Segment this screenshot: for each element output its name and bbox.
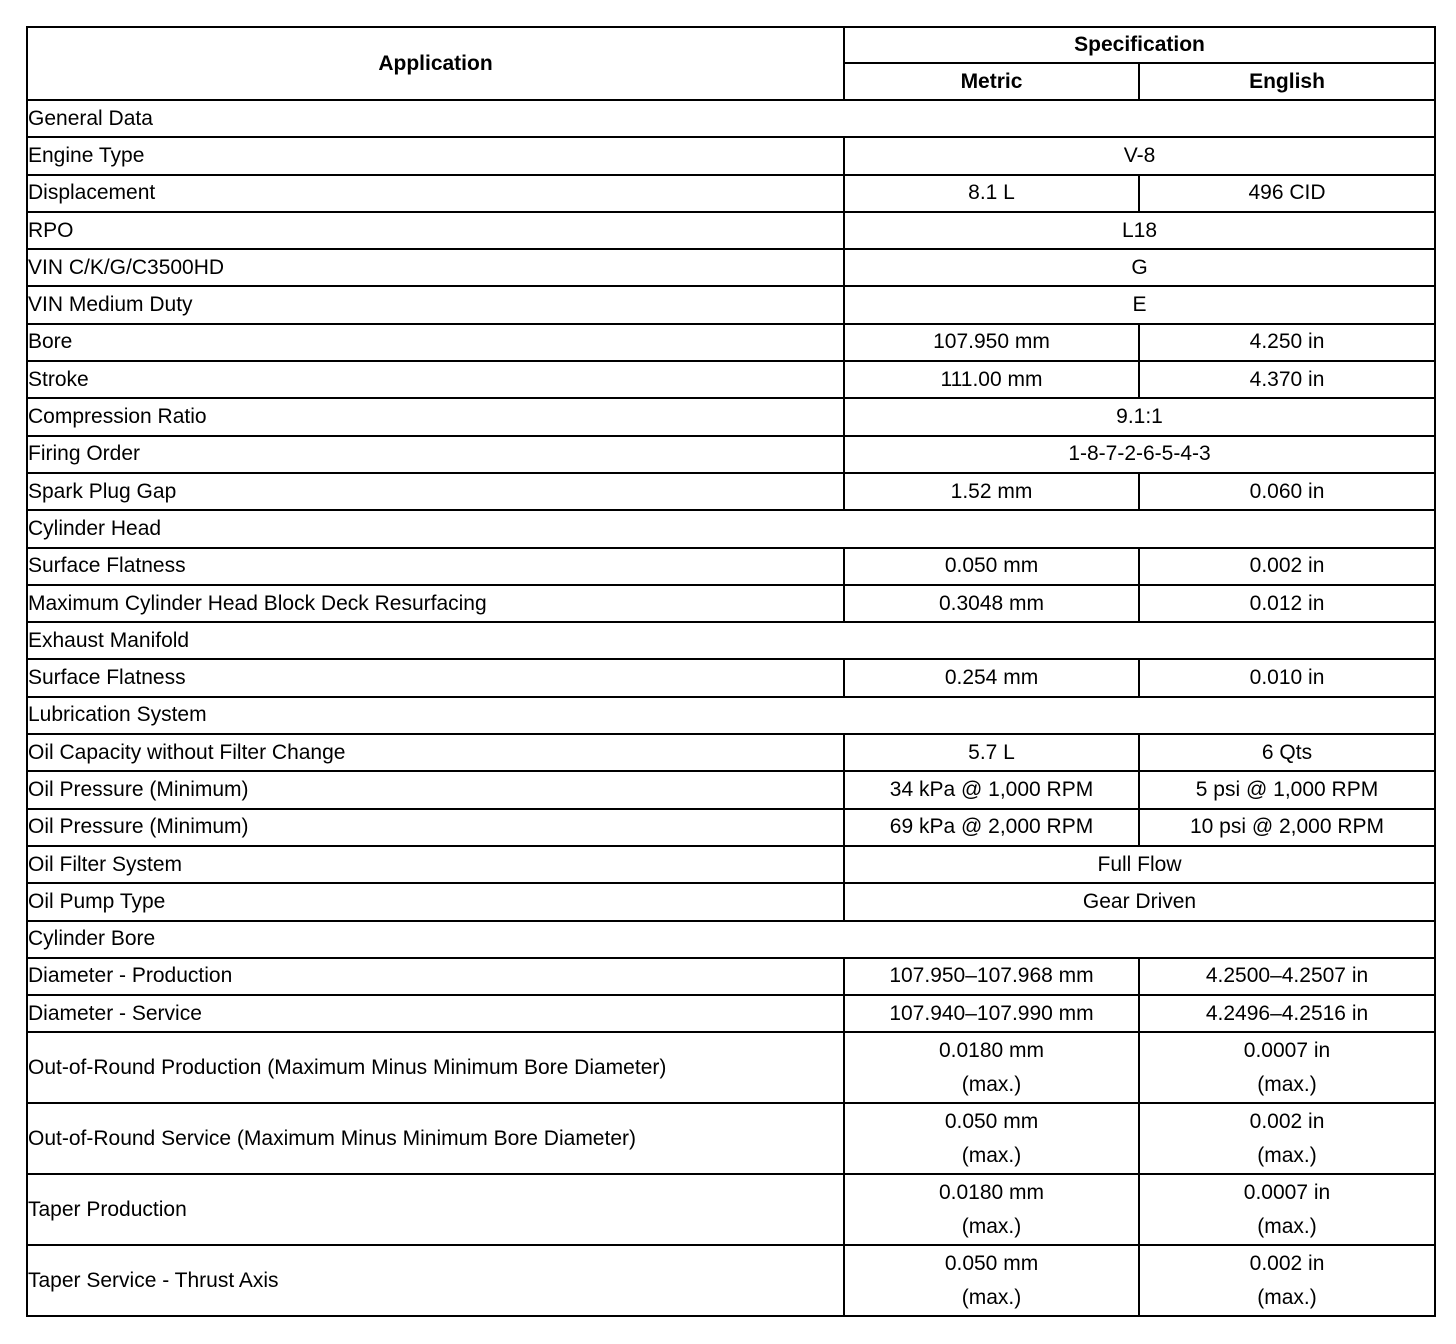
spec-row [27,1103,1435,1174]
english-value: 4.2496–4.2516 in [1139,995,1435,1032]
application-label: Taper Production [27,1174,844,1245]
english-value [1139,1174,1435,1245]
application-label: Stroke [27,361,844,398]
section-row [27,100,1435,137]
metric-value: 8.1 L [844,175,1139,212]
application-label: Oil Pump Type [27,883,844,920]
english-value [1139,1103,1435,1174]
section-row [27,697,1435,734]
metric-value [844,1174,1139,1245]
metric-note: (max.) [961,1072,1022,1096]
spec-row [27,548,1435,585]
english-value [1139,1245,1435,1316]
application-label: Out-of-Round Production (Maximum Minus Minimum Bore Diameter) [27,1032,844,1103]
spec-value: 9.1:1 [844,398,1435,435]
application-label: Oil Filter System [27,846,844,883]
section-label: Lubrication System [27,697,1435,734]
english-value [1139,1032,1435,1103]
spec-value: Gear Driven [844,883,1435,920]
spec-row [27,137,1435,174]
spec-row [27,324,1435,361]
english-value: 4.2500–4.2507 in [1139,958,1435,995]
application-label: Compression Ratio [27,398,844,435]
application-label: Maximum Cylinder Head Block Deck Resurfacing [27,585,844,622]
spec-row [27,1245,1435,1316]
metric-value [844,1032,1139,1103]
english-value: 0.060 in [1139,473,1435,510]
spec-value: Full Flow [844,846,1435,883]
application-label: Oil Pressure (Minimum) [27,809,844,846]
english-value-text: 0.0007 in [1243,1038,1331,1062]
application-label: Surface Flatness [27,659,844,696]
english-note: (max.) [1257,1214,1317,1238]
metric-note: (max.) [961,1214,1022,1238]
english-value: 496 CID [1139,175,1435,212]
application-label: VIN Medium Duty [27,286,844,323]
specification-header: Specification [844,27,1435,63]
metric-value: 5.7 L [844,734,1139,771]
spec-row [27,585,1435,622]
section-label: Cylinder Head [27,510,1435,547]
application-label: VIN C/K/G/C3500HD [27,249,844,286]
spec-value: E [844,286,1435,323]
metric-value: 107.950–107.968 mm [844,958,1139,995]
english-value-text: 0.002 in [1249,1109,1325,1133]
metric-value: 69 kPa @ 2,000 RPM [844,809,1139,846]
spec-row [27,212,1435,249]
metric-value-text: 0.050 mm [944,1109,1039,1133]
application-label: Taper Service - Thrust Axis [27,1245,844,1316]
spec-value: V-8 [844,137,1435,174]
application-label: Out-of-Round Service (Maximum Minus Minimum Bore Diameter) [27,1103,844,1174]
application-header: Application [27,27,844,100]
metric-value: 0.254 mm [844,659,1139,696]
spec-row [27,883,1435,920]
metric-value [844,1103,1139,1174]
spec-row [27,995,1435,1032]
spec-row [27,286,1435,323]
english-value: 4.250 in [1139,324,1435,361]
spec-value: G [844,249,1435,286]
english-value-text: 0.002 in [1249,1251,1325,1275]
section-row [27,921,1435,958]
spec-row [27,846,1435,883]
metric-note: (max.) [961,1143,1022,1167]
spec-row [27,809,1435,846]
application-label: Spark Plug Gap [27,473,844,510]
section-label: Cylinder Bore [27,921,1435,958]
specification-table [26,26,1436,1317]
application-label: RPO [27,212,844,249]
english-value-text: 0.0007 in [1243,1180,1331,1204]
application-label: Displacement [27,175,844,212]
metric-note: (max.) [961,1285,1022,1309]
spec-value: L18 [844,212,1435,249]
english-value: 6 Qts [1139,734,1435,771]
spec-row [27,958,1435,995]
spec-row [27,659,1435,696]
english-value: 0.010 in [1139,659,1435,696]
spec-value: 1-8-7-2-6-5-4-3 [844,436,1435,473]
application-label: Oil Capacity without Filter Change [27,734,844,771]
english-note: (max.) [1257,1072,1317,1096]
metric-value: 34 kPa @ 1,000 RPM [844,771,1139,808]
spec-table-body [27,100,1435,1316]
application-label: Firing Order [27,436,844,473]
section-label: Exhaust Manifold [27,622,1435,659]
metric-value: 0.050 mm [844,548,1139,585]
spec-row [27,473,1435,510]
english-value: 0.012 in [1139,585,1435,622]
metric-value [844,1245,1139,1316]
spec-row [27,361,1435,398]
application-label: Diameter - Production [27,958,844,995]
metric-value: 107.950 mm [844,324,1139,361]
metric-value: 1.52 mm [844,473,1139,510]
english-value: 10 psi @ 2,000 RPM [1139,809,1435,846]
metric-value-text: 0.0180 mm [938,1038,1045,1062]
application-label: Engine Type [27,137,844,174]
english-note: (max.) [1257,1143,1317,1167]
application-label: Surface Flatness [27,548,844,585]
spec-row [27,771,1435,808]
spec-row [27,249,1435,286]
spec-row [27,1032,1435,1103]
section-row [27,510,1435,547]
english-value: 4.370 in [1139,361,1435,398]
spec-row [27,175,1435,212]
spec-row [27,1174,1435,1245]
section-label: General Data [27,100,1435,137]
application-label: Oil Pressure (Minimum) [27,771,844,808]
application-label: Diameter - Service [27,995,844,1032]
metric-value-text: 0.0180 mm [938,1180,1045,1204]
spec-row [27,436,1435,473]
metric-value: 107.940–107.990 mm [844,995,1139,1032]
application-label: Bore [27,324,844,361]
metric-value: 111.00 mm [844,361,1139,398]
english-header: English [1139,63,1435,100]
spec-row [27,734,1435,771]
english-value: 5 psi @ 1,000 RPM [1139,771,1435,808]
english-note: (max.) [1257,1285,1317,1309]
spec-row [27,398,1435,435]
english-value: 0.002 in [1139,548,1435,585]
metric-header: Metric [844,63,1139,100]
header-row-1 [27,27,1435,63]
section-row [27,622,1435,659]
metric-value-text: 0.050 mm [944,1251,1039,1275]
metric-value: 0.3048 mm [844,585,1139,622]
